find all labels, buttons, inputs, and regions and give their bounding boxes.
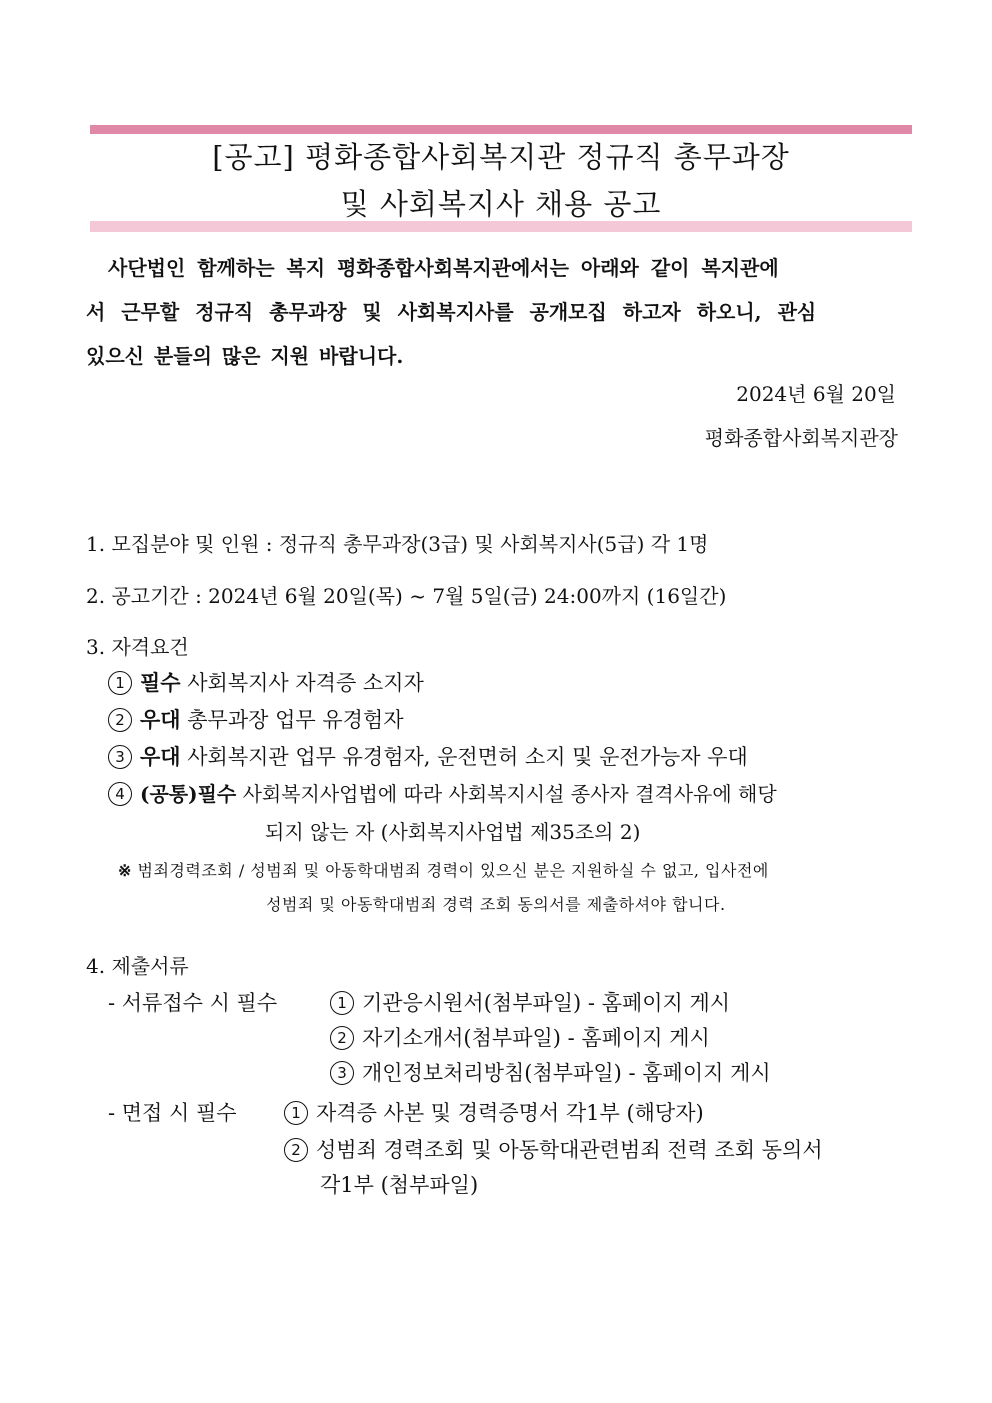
item-tag: 우대 bbox=[140, 744, 181, 769]
section-recruitment: 1. 모집분야 및 인원 : 정규직 총무과장(3급) 및 사회복지사(5급) 각 1명 bbox=[86, 532, 709, 556]
notice-note bbox=[118, 858, 769, 881]
intro-line-2: 서 근무할 정규직 총무과장 및 사회복지사를 공개모집 하고자 하오니, 관심 bbox=[86, 300, 817, 324]
item-number-badge: 3 bbox=[108, 745, 132, 769]
item-text: 자격증 사본 및 경력증명서 각1부 (해당자) bbox=[316, 1101, 704, 1125]
qualification-item bbox=[108, 667, 424, 697]
section-qualification-heading: 3. 자격요건 bbox=[86, 635, 189, 659]
section-period: 2. 공고기간 : 2024년 6월 20일(목) ~ 7월 5일(금) 24:00까지 (16일간) bbox=[86, 584, 727, 608]
item-number-badge: 2 bbox=[330, 1026, 354, 1050]
item-text: 총무과장 업무 유경험자 bbox=[187, 708, 404, 732]
item-number-badge: 1 bbox=[284, 1101, 308, 1125]
item-text: 사회복지사 자격증 소지자 bbox=[187, 671, 424, 695]
item-number-badge: 4 bbox=[108, 782, 132, 806]
issue-date: 2024년 6월 20일 bbox=[736, 382, 896, 406]
item-number-badge: 1 bbox=[108, 671, 132, 695]
interview-label: - 면접 시 필수 bbox=[108, 1101, 237, 1125]
note-mark: ※ bbox=[118, 861, 132, 880]
interview-item bbox=[284, 1134, 823, 1164]
note-line-1: 범죄경력조회 / 성범죄 및 아동학대범죄 경력이 있으신 분은 지원하실 수 없고, 입사전에 bbox=[137, 861, 769, 880]
item-text: 사회복지관 업무 유경험자, 운전면허 소지 및 운전가능자 우대 bbox=[187, 745, 748, 769]
item-number-badge: 3 bbox=[330, 1061, 354, 1085]
document-item bbox=[330, 1022, 710, 1052]
item-text: 기관응시원서(첨부파일) - 홈페이지 게시 bbox=[362, 991, 731, 1015]
item-number-badge: 2 bbox=[284, 1138, 308, 1162]
item-tag: (공통)필수 bbox=[140, 782, 237, 806]
intro-line-3: 있으신 분들의 많은 지원 바랍니다. bbox=[86, 344, 404, 368]
item-number-badge: 1 bbox=[330, 991, 354, 1015]
item-tag: 우대 bbox=[140, 707, 181, 732]
title-line-2: 및 사회복지사 채용 공고 bbox=[340, 187, 662, 221]
title-line-1: [공고] 평화종합사회복지관 정규직 총무과장 bbox=[212, 140, 790, 174]
intro-line-1: 사단법인 함께하는 복지 평화종합사회복지관에서는 아래와 같이 복지관에 bbox=[108, 256, 779, 280]
title-top-bar bbox=[90, 125, 912, 134]
qualification-item-continued: 되지 않는 자 (사회복지사업법 제35조의 2) bbox=[265, 820, 641, 844]
document-submission-label: - 서류접수 시 필수 bbox=[108, 991, 278, 1015]
qualification-item bbox=[108, 704, 403, 734]
qualification-item bbox=[108, 778, 777, 807]
section-documents-heading: 4. 제출서류 bbox=[86, 954, 189, 978]
interview-item-continued: 각1부 (첨부파일) bbox=[320, 1173, 479, 1197]
document-item bbox=[330, 987, 730, 1017]
title-bottom-bar bbox=[90, 221, 912, 232]
interview-item bbox=[284, 1097, 704, 1127]
item-number-badge: 2 bbox=[108, 708, 132, 732]
item-text: 개인정보처리방침(첨부파일) - 홈페이지 게시 bbox=[362, 1061, 771, 1085]
item-text: 성범죄 경력조회 및 아동학대관련범죄 전력 조회 동의서 bbox=[316, 1138, 823, 1162]
issuer-signature: 평화종합사회복지관장 bbox=[704, 426, 898, 450]
intro-paragraph bbox=[86, 246, 912, 378]
page-title bbox=[90, 137, 912, 224]
item-tag: 필수 bbox=[140, 670, 181, 695]
document-item bbox=[330, 1057, 771, 1087]
item-text: 자기소개서(첨부파일) - 홈페이지 게시 bbox=[362, 1026, 710, 1050]
qualification-item bbox=[108, 741, 748, 771]
note-line-2: 성범죄 및 아동학대범죄 경력 조회 동의서를 제출하셔야 합니다. bbox=[266, 895, 726, 914]
item-text: 사회복지사업법에 따라 사회복지시설 종사자 결격사유에 해당 bbox=[242, 782, 777, 806]
